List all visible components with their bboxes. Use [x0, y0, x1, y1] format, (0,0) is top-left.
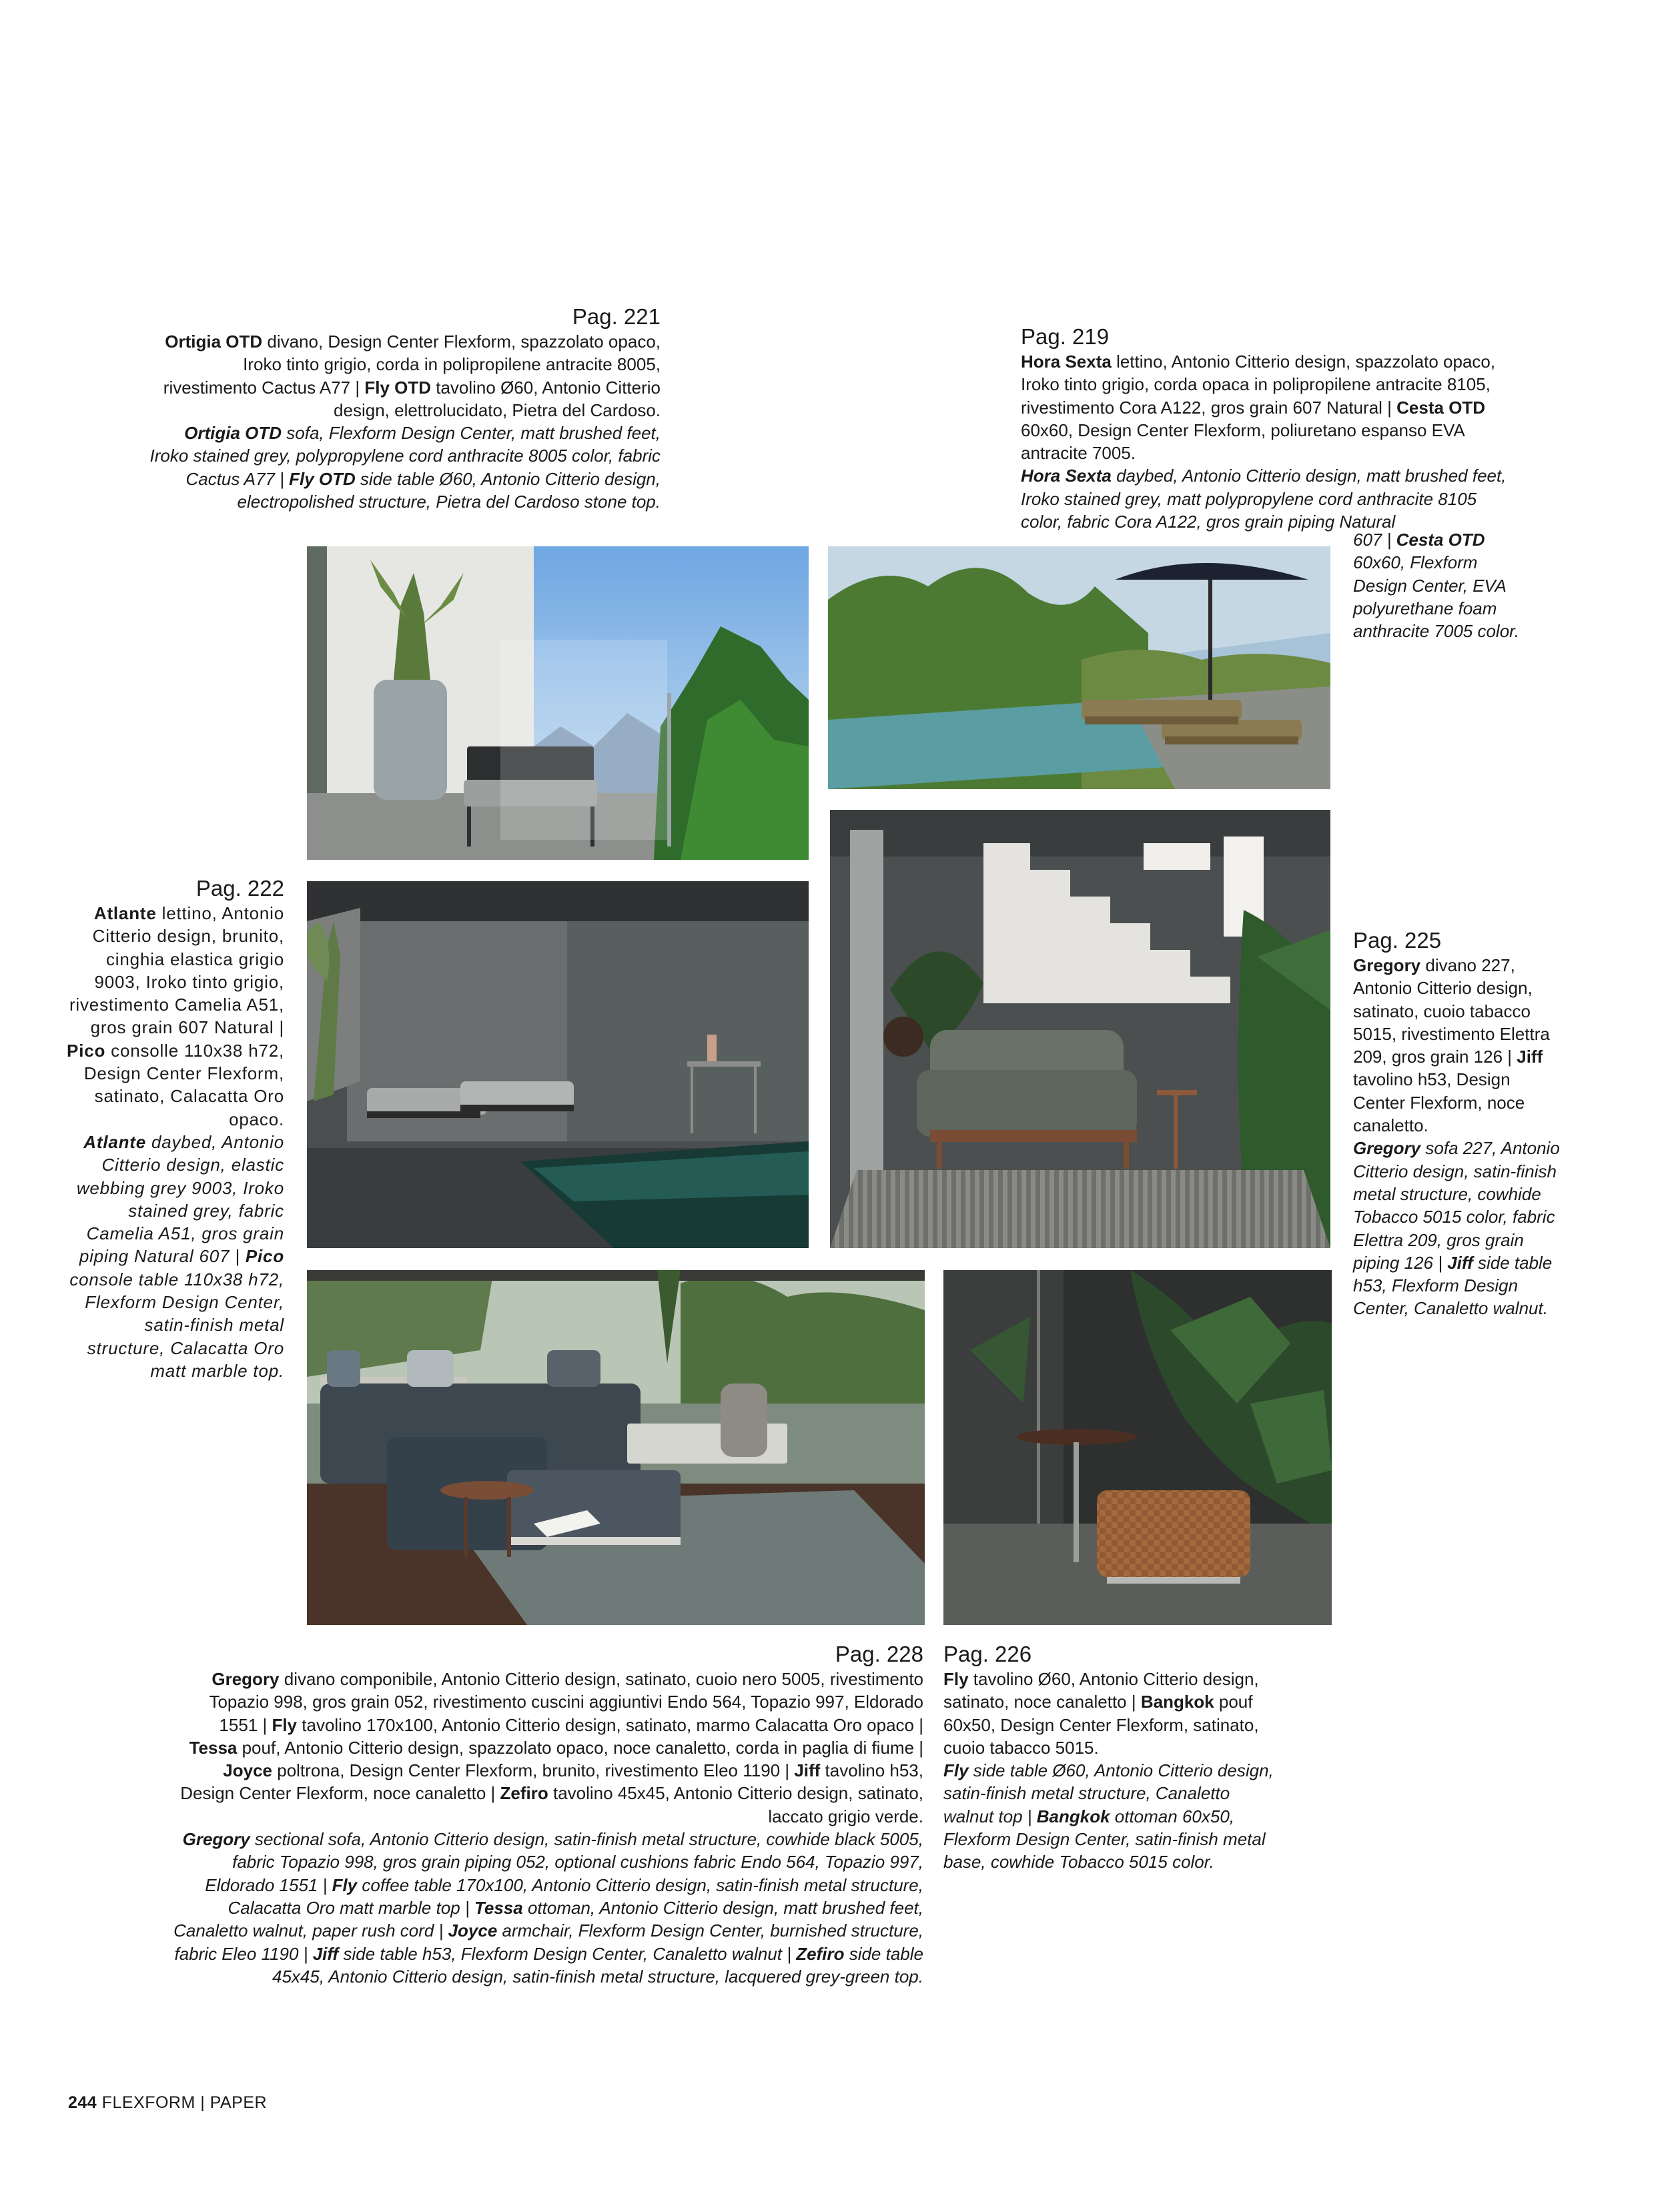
caption-english [1353, 1137, 1565, 1319]
photo-sofa-staircase [830, 810, 1330, 1248]
product-name: Gregory [212, 1669, 280, 1689]
caption-text: lettino, Antonio Citterio design, spazzolato opaco, Iroko tinto grigio, corda opaca in polipropilene antracite 8105, rivestimento Cora A122, gros grain 607 Natural | [1021, 352, 1496, 418]
caption-english [67, 1131, 284, 1382]
product-name: Atlante [93, 903, 157, 923]
product-name: Joyce [223, 1760, 273, 1781]
product-name: Bangkok [1140, 1692, 1214, 1712]
caption-text: pouf 60x50, Design Center Flexform, satinato, cuoio tabacco 5015. [943, 1692, 1259, 1758]
caption-text: side table Ø60, Antonio Citterio design, satin-finish metal structure, Canaletto walnut top | [943, 1760, 1274, 1826]
caption-italian [171, 1668, 923, 1828]
caption-english [1021, 464, 1521, 533]
product-name: Pico [245, 1246, 284, 1267]
product-name: Tessa [474, 1897, 523, 1918]
caption-text: side table h53, Flexform Design Center, Canaletto walnut | [338, 1943, 797, 1964]
product-name: Fly [332, 1874, 358, 1895]
product-name: Ortigia OTD [184, 423, 282, 444]
caption-text: sofa 227, Antonio Citterio design, satin-finish metal structure, cowhide Tobacco 5015 color, fabric Elettra 209, gros grain piping 126 | [1353, 1138, 1560, 1273]
photo-leather-ottoman [943, 1270, 1332, 1625]
caption-text: divano componibile, Antonio Citterio design, satinato, cuoio nero 5005, rivestimento Topazio 998, gros grain 052, rivestimento cuscini aggiuntivi Endo 564, Topazio 997, Eldorado 1551 | [209, 1669, 923, 1735]
publication-name: FLEXFORM | PAPER [101, 2093, 268, 2112]
caption-text: 60x60, Design Center Flexform, poliuretano espanso EVA antracite 7005. [1021, 420, 1465, 464]
product-name: Fly [943, 1669, 969, 1689]
product-name: Tessa [189, 1737, 238, 1758]
caption-text: tavolino 170x100, Antonio Citterio design, satinato, marmo Calacatta Oro opaco | [297, 1714, 923, 1735]
photo-pool-daybeds [828, 546, 1330, 789]
product-name: Joyce [448, 1920, 498, 1941]
product-name: Hora Sexta [1021, 352, 1112, 372]
caption-pag-226 [943, 1641, 1277, 1874]
page-ref: Pag. 219 [1021, 324, 1110, 349]
page-number: 244 [68, 2093, 97, 2112]
page-ref: Pag. 221 [572, 304, 661, 329]
caption-english [171, 1828, 923, 1988]
caption-text: coffee table 170x100, Antonio Citterio design, satin-finish metal structure, Calacatta Oro matt marble top | [228, 1874, 923, 1918]
caption-text: ottoman 60x50, Flexform Design Center, satin-finish metal base, cowhide Tobacco 5015 color. [943, 1806, 1266, 1872]
product-name: Jiff [1447, 1252, 1473, 1273]
caption-text: 607 | [1353, 530, 1396, 550]
caption-text: lettino, Antonio Citterio design, brunito, cinghia elastica grigio 9003, Iroko tinto grigio, rivestimento Camelia A51, gros grain 607 Natural | [69, 903, 284, 1038]
caption-italian [943, 1668, 1277, 1759]
caption-pag-219 [1021, 324, 1521, 533]
product-name: Atlante [83, 1131, 146, 1152]
caption-italian [1021, 350, 1521, 464]
caption-text: pouf, Antonio Citterio design, spazzolato opaco, noce canaletto, corda in paglia di fiume | [237, 1737, 923, 1758]
caption-text: consolle 110x38 h72, Design Center Flexform, satinato, Calacatta Oro opaco. [83, 1040, 284, 1129]
caption-pag-221 [147, 304, 661, 513]
product-name: Jiff [794, 1760, 821, 1781]
product-name: Hora Sexta [1021, 466, 1112, 486]
page-ref: Pag. 222 [195, 876, 284, 901]
caption-text: daybed, Antonio Citterio design, elastic webbing grey 9003, Iroko stained grey, fabric Camelia A51, gros grain piping Natural 607 | [76, 1131, 284, 1267]
product-name: Zefiro [796, 1943, 845, 1964]
caption-text: tavolino h53, Design Center Flexform, noce canaletto. [1353, 1069, 1525, 1136]
caption-italian [1353, 954, 1565, 1137]
caption-pag-225 [1353, 927, 1565, 1320]
product-name: Cesta OTD [1396, 530, 1485, 550]
caption-text: tavolino h53, Design Center Flexform, noce canaletto | [180, 1760, 923, 1804]
caption-text: ottoman, Antonio Citterio design, matt brushed feet, Canaletto walnut, paper rush cord | [173, 1897, 923, 1941]
product-name: Gregory [182, 1829, 250, 1850]
caption-text: daybed, Antonio Citterio design, matt brushed feet, Iroko stained grey, matt polypropylene cord anthracite 8105 color, fabric Cora A122, gros grain piping Natural [1021, 466, 1507, 532]
caption-pag-222 [67, 875, 284, 1382]
product-name: Pico [67, 1040, 106, 1061]
caption-text: tavolino Ø60, Antonio Citterio design, elettrolucidato, Pietra del Cardoso. [334, 377, 661, 420]
caption-english-continued [1353, 528, 1527, 642]
product-name: Bangkok [1036, 1806, 1110, 1826]
caption-english [147, 422, 661, 513]
caption-text: side table Ø60, Antonio Citterio design, electropolished structure, Pietra del Cardoso stone top. [237, 468, 661, 512]
caption-text: divano 227, Antonio Citterio design, satinato, cuoio tabacco 5015, rivestimento Elettra 209, gros grain 126 | [1353, 955, 1550, 1067]
product-name: Cesta OTD [1396, 397, 1486, 418]
caption-text: 60x60, Flexform Design Center, EVA polyurethane foam anthracite 7005 color. [1353, 552, 1520, 642]
page-ref: Pag. 225 [1353, 928, 1442, 953]
product-name: Fly [943, 1760, 969, 1781]
page-ref: Pag. 228 [835, 1642, 923, 1666]
product-name: Jiff [1517, 1047, 1543, 1067]
photo-living-room-sectional [307, 1270, 925, 1625]
product-name: Jiff [312, 1943, 339, 1964]
caption-text: divano, Design Center Flexform, spazzolato opaco, Iroko tinto grigio, corda in polipropilene antracite 8005, rivestimento Cactus A77 | [163, 332, 661, 398]
product-name: Ortigia OTD [165, 332, 263, 352]
product-name: Fly OTD [364, 377, 432, 398]
caption-text: side table h53, Flexform Design Center, Canaletto walnut. [1353, 1252, 1553, 1319]
caption-text: side table 45x45, Antonio Citterio design, satin-finish metal structure, lacquered grey-green top. [272, 1943, 923, 1987]
photo-indoor-pool [307, 881, 809, 1248]
caption-english [943, 1759, 1277, 1873]
caption-pag-219-continued [1353, 528, 1527, 642]
page-ref: Pag. 226 [943, 1642, 1032, 1666]
caption-text: sofa, Flexform Design Center, matt brushed feet, Iroko stained grey, polypropylene cord anthracite 8005 color, fabric Cactus A77 | [149, 423, 661, 489]
product-name: Gregory [1353, 1138, 1421, 1159]
product-name: Fly [272, 1714, 298, 1735]
caption-pag-228 [171, 1641, 923, 1988]
caption-text: console table 110x38 h72, Flexform Design Center, satin-finish metal structure, Calacatta Oro matt marble top. [69, 1269, 284, 1381]
product-name: Fly OTD [289, 468, 356, 489]
caption-italian [67, 902, 284, 1131]
caption-text: tavolino 45x45, Antonio Citterio design, satinato, laccato grigio verde. [548, 1783, 923, 1826]
caption-text: sectional sofa, Antonio Citterio design, satin-finish metal structure, cowhide black 5005, fabric Topazio 998, gros grain piping 052, optional cushions fabric Endo 564, Topazio 997, Eldorado 1551 | [205, 1829, 923, 1895]
caption-text: armchair, Flexform Design Center, burnished structure, fabric Eleo 1190 | [174, 1920, 923, 1964]
folio [68, 2093, 267, 2113]
caption-text: poltrona, Design Center Flexform, brunito, rivestimento Eleo 1190 | [272, 1760, 795, 1781]
caption-text: tavolino Ø60, Antonio Citterio design, satinato, noce canaletto | [943, 1669, 1259, 1712]
product-name: Gregory [1353, 955, 1421, 975]
caption-italian [147, 330, 661, 422]
product-name: Zefiro [500, 1783, 548, 1804]
photo-terrace-cactus [307, 546, 809, 860]
